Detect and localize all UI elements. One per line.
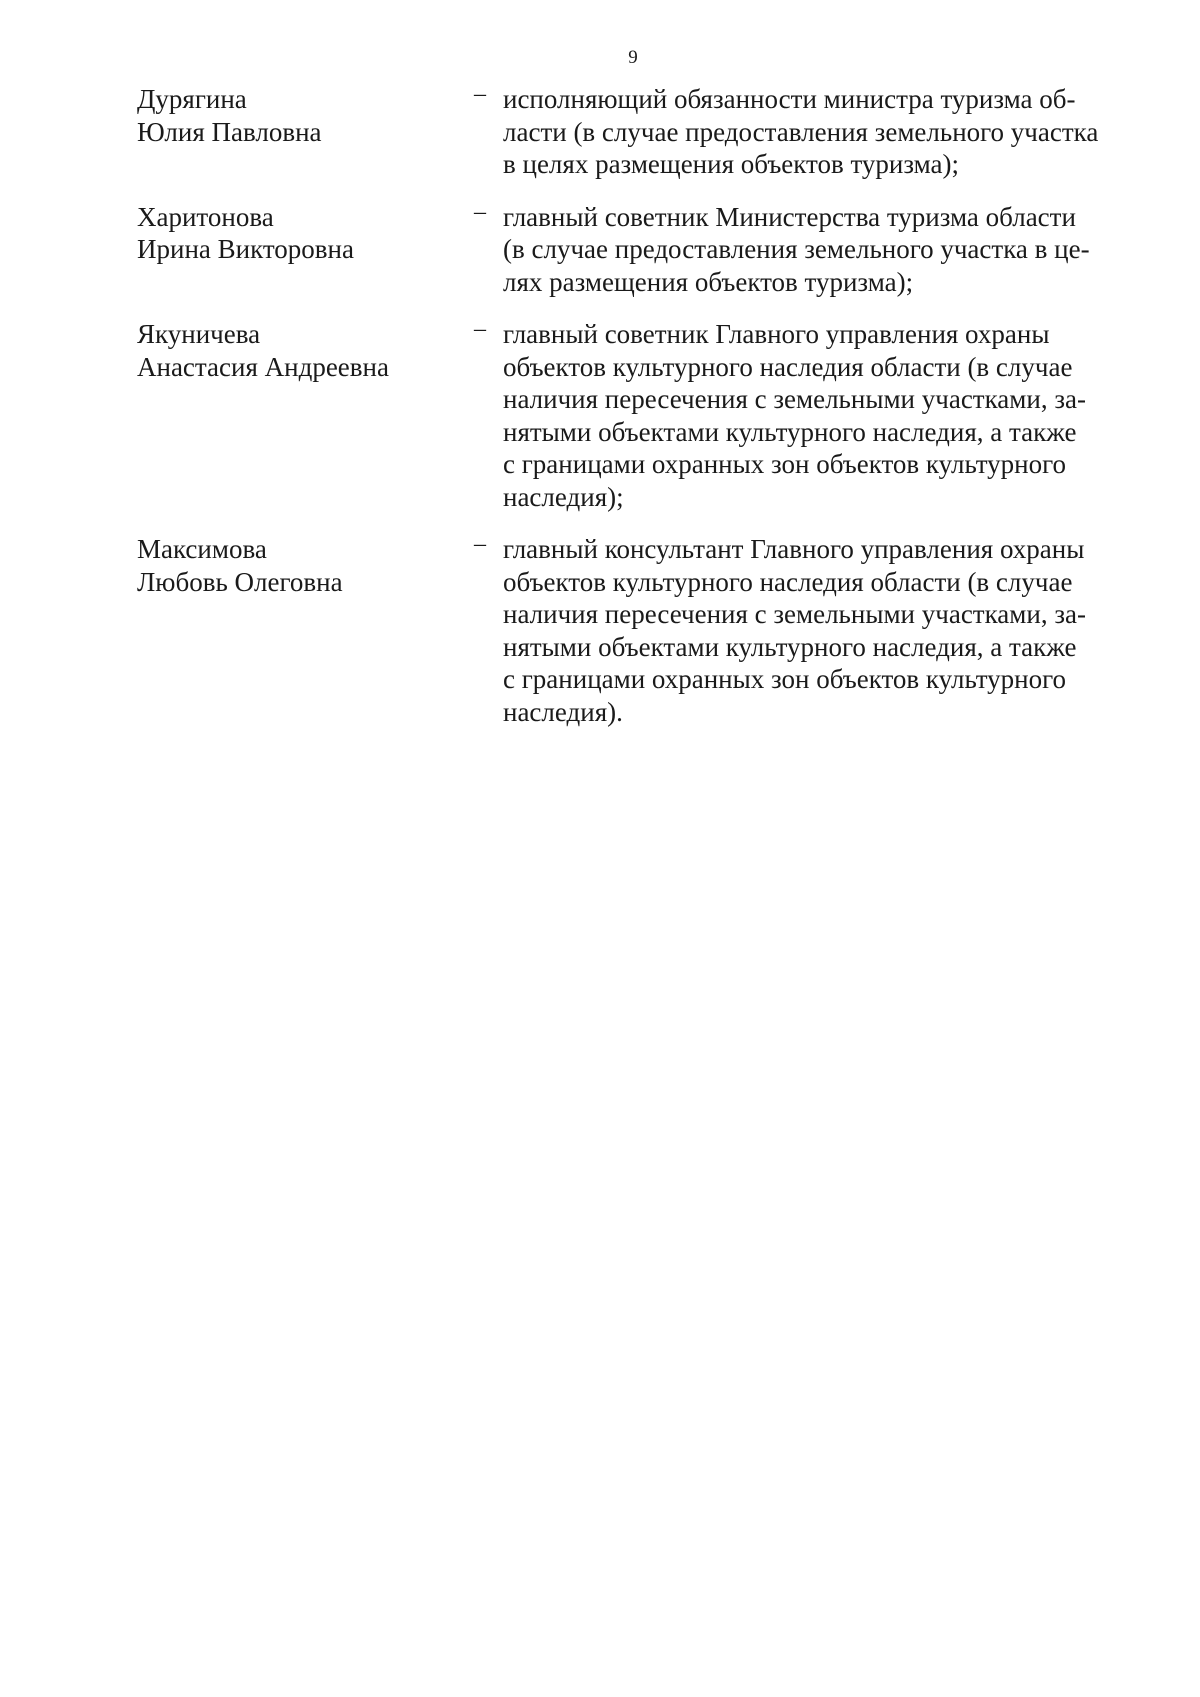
position-line: наследия). bbox=[503, 696, 623, 727]
position-line: исполняющий обязанности министра туризма об- bbox=[503, 84, 1076, 114]
member-entry bbox=[137, 318, 1137, 513]
member-name bbox=[137, 318, 467, 383]
member-entry bbox=[137, 83, 1137, 181]
position-line: объектов культурного наследия области (в случае bbox=[503, 566, 1073, 597]
position-line: лях размещения объектов туризма); bbox=[503, 266, 914, 297]
position-line: (в случае предоставления земельного участка в це- bbox=[503, 234, 1090, 264]
member-surname: Якуничева bbox=[137, 319, 261, 349]
entry-dash: – bbox=[474, 531, 486, 557]
position-line: нятыми объектами культурного наследия, а также bbox=[503, 416, 1077, 447]
member-entry bbox=[137, 198, 1137, 299]
member-given-names: Юлия Павловна bbox=[137, 116, 322, 147]
position-line: наличия пересечения с земельными участками, за- bbox=[503, 384, 1086, 414]
position-line: главный советник Министерства туризма области bbox=[503, 201, 1076, 232]
entry-dash: – bbox=[474, 198, 486, 225]
member-position bbox=[503, 318, 1137, 513]
member-given-names: Анастасия Андреевна bbox=[137, 351, 389, 382]
position-line: наследия); bbox=[503, 481, 624, 512]
position-line: в целях размещения объектов туризма); bbox=[503, 149, 960, 179]
member-surname: Харитонова bbox=[137, 201, 274, 232]
member-name bbox=[137, 83, 467, 148]
member-position bbox=[503, 201, 1137, 299]
position-line: объектов культурного наследия области (в случае bbox=[503, 351, 1073, 382]
entry-dash: – bbox=[474, 81, 486, 107]
member-surname: Дурягина bbox=[137, 84, 247, 114]
position-line: с границами охранных зон объектов культурного bbox=[503, 664, 1067, 694]
member-entry bbox=[137, 533, 1137, 728]
position-line: ласти (в случае предоставления земельного участка bbox=[503, 116, 1099, 147]
position-line: нятыми объектами культурного наследия, а также bbox=[503, 631, 1077, 662]
position-line: главный консультант Главного управления охраны bbox=[503, 534, 1085, 564]
member-position bbox=[503, 83, 1137, 181]
position-line: с границами охранных зон объектов культурного bbox=[503, 449, 1067, 479]
member-list bbox=[137, 83, 1137, 748]
page-number: 9 bbox=[628, 47, 638, 68]
member-position bbox=[503, 533, 1137, 728]
member-name bbox=[137, 533, 467, 598]
position-line: главный советник Главного управления охраны bbox=[503, 319, 1050, 349]
member-name bbox=[137, 201, 467, 266]
entry-dash: – bbox=[474, 316, 486, 342]
member-given-names: Любовь Олеговна bbox=[137, 566, 343, 597]
member-given-names: Ирина Викторовна bbox=[137, 234, 354, 264]
member-surname: Максимова bbox=[137, 534, 267, 564]
position-line: наличия пересечения с земельными участками, за- bbox=[503, 599, 1086, 629]
